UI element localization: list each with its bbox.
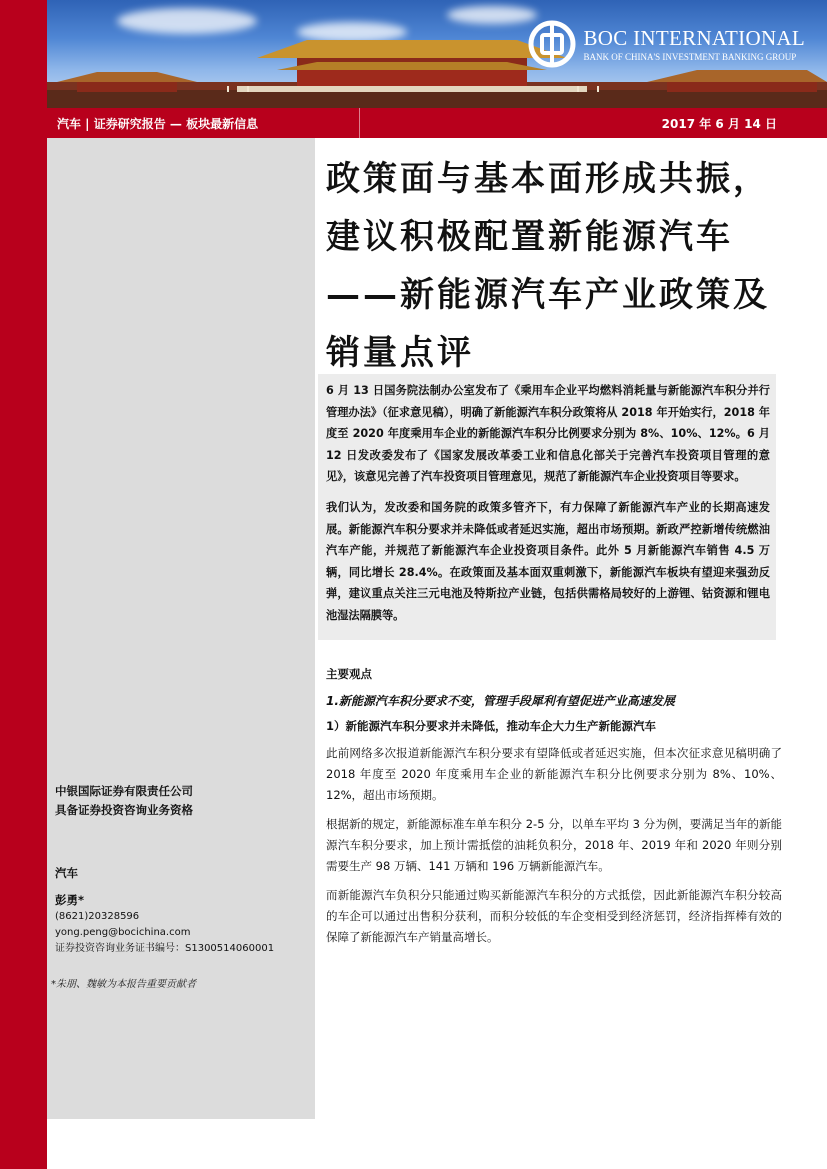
boc-logo bbox=[528, 20, 806, 68]
header-divider bbox=[359, 108, 360, 138]
main-content bbox=[326, 664, 782, 956]
analyst-email[interactable]: yong.peng@bocichina.com bbox=[55, 927, 191, 938]
analyst-contact bbox=[55, 909, 274, 957]
logo-name: BOC INTERNATIONAL bbox=[583, 26, 805, 50]
analyst-license: 证券投资咨询业务证书编号：S1300514060001 bbox=[55, 943, 275, 954]
summary-box bbox=[318, 374, 776, 640]
summary-paragraph: 6 月 13 日国务院法制办公室发布了《乘用车企业平均燃料消耗量与新能源汽车积分并行管理办法》（征求意见稿），明确了新能源汽车积分政策将从 2018 年开始实行，2018 年度至 2020 年度乘用车企业的新能源汽车积分比例要求分别为 8%、10%、12%。6 月 12 日发改委发布了《国家发展改革委工业和信息化部关于完善汽车投资项目管理的意见》，该意见完善了汽车投资项目管理意见，规范了新能源汽车企业投资项目等要求。 bbox=[326, 384, 770, 484]
report-title: 政策面与基本面形成共振，建议积极配置新能源汽车——新能源汽车产业政策及销量点评 bbox=[326, 159, 770, 373]
section-heading: 主要观点 bbox=[326, 667, 372, 681]
body-paragraph: 此前网络多次报道新能源汽车积分要求有望降低或者延迟实施，但本次征求意见稿明确了 2018 年度至 2020 年度乘用车企业的新能源汽车积分比例要求分别为 8%、10%、12%，超出市场预期。 bbox=[326, 746, 782, 802]
contributors-note: *朱朋、魏敏为本报告重要贡献者 bbox=[51, 979, 196, 990]
boc-logo-icon bbox=[528, 20, 576, 68]
company-qualification: 具备证券投资咨询业务资格 bbox=[55, 803, 193, 817]
left-red-stripe bbox=[0, 0, 47, 1169]
report-category: 汽车 | 证券研究报告 — 板块最新信息 bbox=[57, 117, 259, 131]
analyst-phone: (8621)20328596 bbox=[55, 911, 140, 922]
logo-subtitle: BANK OF CHINA'S INVESTMENT BANKING GROUP bbox=[583, 52, 797, 62]
point-heading: 1.新能源汽车积分要求不变，管理手段犀利有望促进产业高速发展 bbox=[326, 694, 675, 708]
header-bar bbox=[47, 108, 827, 138]
summary-paragraph: 我们认为，发改委和国务院的政策多管齐下，有力保障了新能源汽车产业的长期高速发展。新能源汽车积分要求并未降低或者延迟实施，超出市场预期。新政严控新增传统燃油汽车产能，并规范了新能源汽车企业投资项目条件。此外 5 月新能源汽车销售 4.5 万辆，同比增长 28.4%。在政策面及基本面双重刺激下，新能源汽车板块有望迎来强劲反弹，建议重点关注三元电池及特斯拉产业链，包括供需格局较好的上游锂、钴资源和锂电池湿法隔膜等。 bbox=[326, 500, 770, 622]
sector-label: 汽车 bbox=[55, 866, 78, 880]
company-info bbox=[55, 782, 193, 820]
company-name: 中银国际证券有限责任公司 bbox=[55, 784, 193, 798]
report-date: 2017 年 6 月 14 日 bbox=[661, 117, 777, 131]
subpoint-heading: 1）新能源汽车积分要求并未降低，推动车企大力生产新能源汽车 bbox=[326, 719, 656, 733]
body-paragraph: 根据新的规定，新能源标准车单车积分 2-5 分，以单车平均 3 分为例，要满足当年的新能源汽车积分要求，加上预计需抵偿的油耗负积分，2018 年、2019 年和 2020 年则分别需要生产 98 万辆、141 万辆和 196 万辆新能源汽车。 bbox=[326, 817, 782, 873]
sidebar bbox=[47, 138, 315, 1119]
header-banner bbox=[47, 0, 827, 108]
analyst-name: 彭勇* bbox=[55, 893, 85, 907]
body-paragraph: 而新能源汽车负积分只能通过购买新能源汽车积分的方式抵偿，因此新能源汽车积分较高的车企可以通过出售积分获利，而积分较低的车企变相受到经济惩罚，经济指挥棒有效的保障了新能源汽车产销量高增长。 bbox=[326, 888, 782, 944]
